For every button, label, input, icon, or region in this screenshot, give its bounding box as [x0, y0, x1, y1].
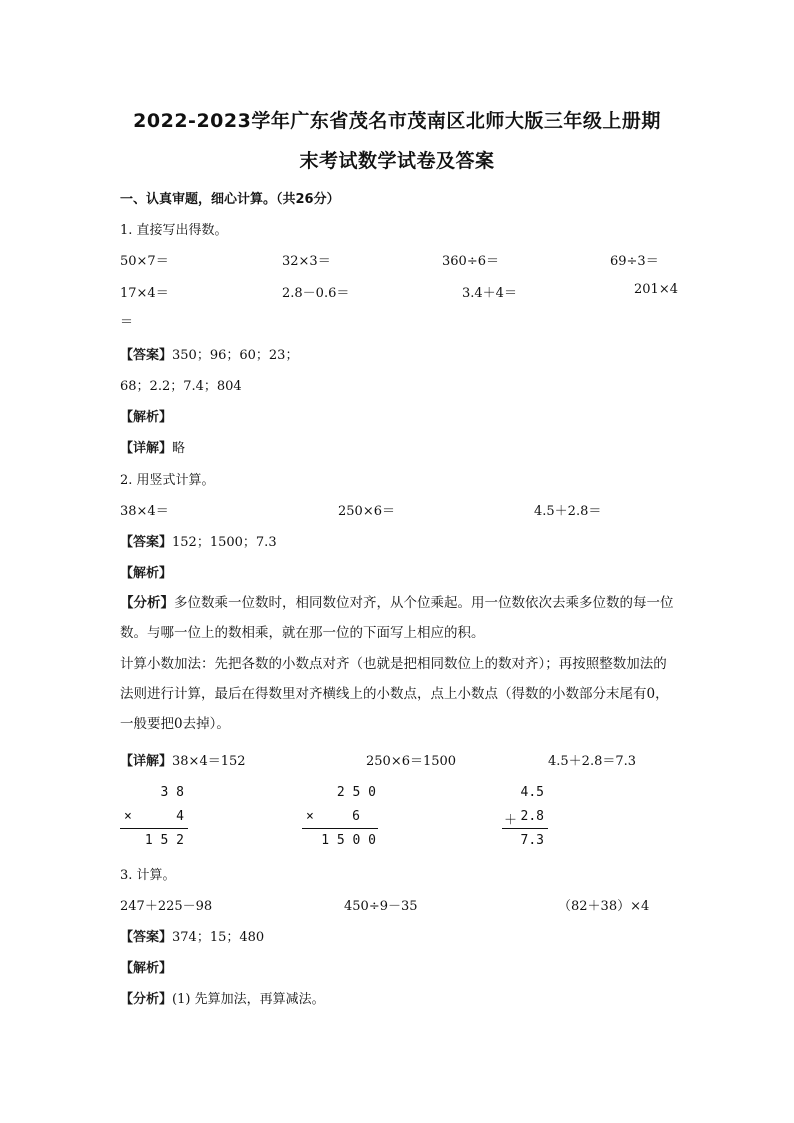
fenxi-text: (1) 先算加法，再算减法。	[172, 992, 325, 1007]
q2-problem: 4.5＋2.8＝	[534, 504, 602, 519]
analysis-tag: 【解析】	[120, 566, 173, 581]
answer-tag: 【答案】	[120, 535, 173, 550]
q2-problem: 38×4＝	[120, 504, 169, 519]
fenxi-tag: 【分析】	[120, 992, 173, 1007]
vertical-top: 2 5 0	[336, 785, 376, 800]
q2-detail	[120, 750, 246, 769]
q2-problem: 250×6＝	[338, 504, 395, 519]
q2-fenxi-paragraph-2: 计算小数加法：先把各数的小数点对齐（也就是把相同数位上的数对齐）；再按照整数加法的法则进行计算，最后在得数里对齐横线上的小数点，点上小数点（得数的小数部分末尾有0，一般要把0去掉）。	[120, 656, 669, 732]
vertical-top: 4.5	[520, 785, 544, 800]
vertical-rule	[120, 828, 188, 829]
q3-problem: 247＋225－98	[120, 899, 213, 914]
q1-row1-item: 360÷6＝	[442, 254, 499, 269]
fenxi-tag: 【分析】	[120, 595, 174, 611]
question-3-prompt: 3. 计算。	[120, 868, 176, 883]
fenxi-text: 多位数乘一位数时，相同数位对齐，从个位乘起。用一位数依次去乘多位数的每一位数。与哪一位上的数相乘，就在那一位的下面写上相应的积。	[120, 595, 674, 641]
q1-row1-item: 50×7＝	[120, 254, 169, 269]
question-1-prompt: 1. 直接写出得数。	[120, 223, 228, 238]
answer-tag: 【答案】	[120, 930, 173, 945]
vertical-bottom: 2.8	[520, 809, 544, 824]
vertical-rule	[302, 828, 378, 829]
q1-row2-item: 17×4＝	[120, 286, 169, 301]
vertical-result: 1 5 0 0	[321, 833, 376, 848]
analysis-tag: 【解析】	[120, 410, 173, 425]
detail-text: 38×4＝152	[172, 754, 246, 769]
question-2-prompt: 2. 用竖式计算。	[120, 473, 215, 488]
q1-answer	[120, 344, 298, 363]
q1-row2-item: 3.4＋4＝	[462, 286, 517, 301]
vertical-top: 3 8	[160, 785, 184, 800]
detail-tag: 【详解】	[120, 754, 173, 769]
q2-fenxi-paragraph	[120, 588, 676, 648]
page-title-line1: 2022-2023学年广东省茂名市茂南区北师大版三年级上册期	[133, 110, 661, 132]
q1-row2-item: 201×4	[634, 282, 678, 297]
q1-row1-item: 32×3＝	[282, 254, 331, 269]
answer-text: 350；96；60；23；	[172, 348, 299, 363]
q1-row2-wrap: ＝	[120, 315, 134, 330]
answer-text: 374；15；480	[172, 930, 265, 945]
q1-detail	[120, 437, 185, 456]
page-title-line2: 末考试数学试卷及答案	[299, 150, 495, 172]
answer-tag: 【答案】	[120, 348, 173, 363]
q3-answer	[120, 926, 264, 945]
q2-answer	[120, 531, 277, 550]
vertical-result: 1 5 2	[144, 833, 184, 848]
detail-text: 略	[172, 441, 186, 456]
vertical-result: 7.3	[520, 833, 544, 848]
detail-tag: 【详解】	[120, 441, 173, 456]
vertical-operator: ＋	[504, 813, 518, 828]
q3-problem: 450÷9－35	[344, 899, 418, 914]
vertical-rule	[502, 828, 548, 829]
q3-problem: （82＋38）×4	[558, 899, 650, 914]
q2-result: 250×6＝1500	[366, 754, 457, 769]
q1-answer-line2: 68；2.2；7.4；804	[120, 379, 242, 394]
vertical-bottom: 6	[352, 809, 360, 824]
vertical-bottom: 4	[176, 809, 184, 824]
q1-row2-item: 2.8－0.6＝	[282, 286, 350, 301]
analysis-tag: 【解析】	[120, 961, 173, 976]
q2-result: 4.5＋2.8＝7.3	[548, 754, 637, 769]
section-heading: 一、认真审题，细心计算。（共26分）	[120, 192, 340, 207]
q1-row1-item: 69÷3＝	[610, 254, 659, 269]
answer-text: 152；1500；7.3	[172, 535, 277, 550]
vertical-operator: ×	[306, 809, 314, 824]
vertical-operator: ×	[124, 809, 132, 824]
q3-fenxi	[120, 988, 325, 1007]
